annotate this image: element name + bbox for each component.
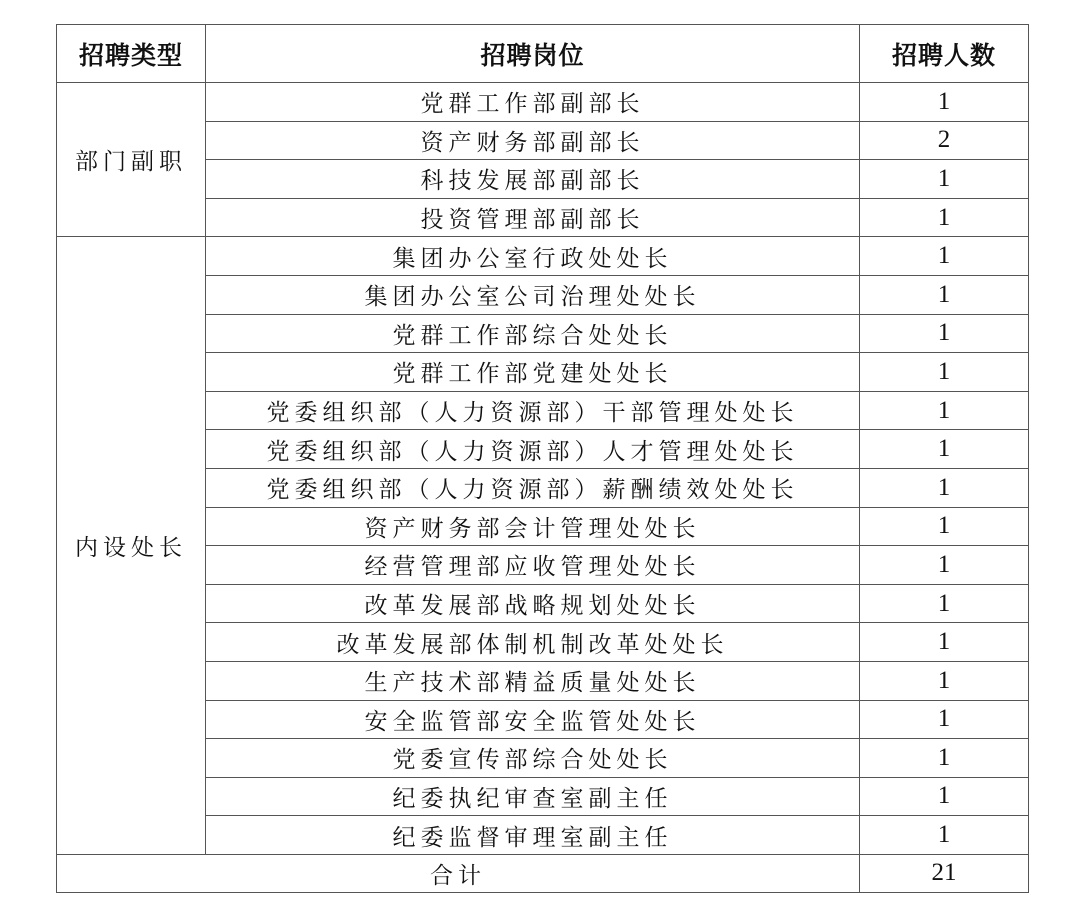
position-cell: 科技发展部副部长 xyxy=(206,160,860,199)
count-cell: 1 xyxy=(860,739,1029,778)
table-row xyxy=(57,237,1029,276)
position-cell: 党委组织部（人力资源部）薪酬绩效处处长 xyxy=(206,468,860,507)
count-cell: 1 xyxy=(860,816,1029,855)
total-count: 21 xyxy=(860,854,1029,892)
count-cell: 1 xyxy=(860,430,1029,469)
position-cell: 党委组织部（人力资源部）人才管理处处长 xyxy=(206,430,860,469)
count-cell: 1 xyxy=(860,584,1029,623)
position-cell: 改革发展部战略规划处处长 xyxy=(206,584,860,623)
header-recruit-type: 招聘类型 xyxy=(57,25,206,83)
count-cell: 1 xyxy=(860,546,1029,585)
count-cell: 1 xyxy=(860,391,1029,430)
count-cell: 1 xyxy=(860,275,1029,314)
position-cell: 党群工作部副部长 xyxy=(206,83,860,122)
position-cell: 生产技术部精益质量处处长 xyxy=(206,661,860,700)
count-cell: 1 xyxy=(860,623,1029,662)
position-cell: 集团办公室行政处处长 xyxy=(206,237,860,276)
position-cell: 党委组织部（人力资源部）干部管理处处长 xyxy=(206,391,860,430)
position-cell: 党群工作部综合处处长 xyxy=(206,314,860,353)
count-cell: 1 xyxy=(860,83,1029,122)
count-cell: 1 xyxy=(860,700,1029,739)
header-recruit-position: 招聘岗位 xyxy=(206,25,860,83)
recruit-type-cell: 部门副职 xyxy=(57,83,206,237)
count-cell: 1 xyxy=(860,353,1029,392)
header-recruit-count: 招聘人数 xyxy=(860,25,1029,83)
count-cell: 1 xyxy=(860,314,1029,353)
position-cell: 经营管理部应收管理处处长 xyxy=(206,546,860,585)
count-cell: 1 xyxy=(860,468,1029,507)
count-cell: 1 xyxy=(860,777,1029,816)
count-cell: 1 xyxy=(860,507,1029,546)
position-cell: 安全监管部安全监管处处长 xyxy=(206,700,860,739)
position-cell: 改革发展部体制机制改革处处长 xyxy=(206,623,860,662)
count-cell: 1 xyxy=(860,160,1029,199)
count-cell: 1 xyxy=(860,661,1029,700)
recruitment-table xyxy=(56,24,1029,893)
table-row xyxy=(57,83,1029,122)
total-label: 合计 xyxy=(57,854,860,892)
count-cell: 1 xyxy=(860,237,1029,276)
position-cell: 资产财务部会计管理处处长 xyxy=(206,507,860,546)
position-cell: 纪委执纪审查室副主任 xyxy=(206,777,860,816)
recruit-type-cell: 内设处长 xyxy=(57,237,206,855)
count-cell: 2 xyxy=(860,121,1029,160)
position-cell: 资产财务部副部长 xyxy=(206,121,860,160)
position-cell: 纪委监督审理室副主任 xyxy=(206,816,860,855)
position-cell: 投资管理部副部长 xyxy=(206,198,860,237)
table-header-row xyxy=(57,25,1029,83)
count-cell: 1 xyxy=(860,198,1029,237)
position-cell: 党群工作部党建处处长 xyxy=(206,353,860,392)
total-row xyxy=(57,854,1029,892)
position-cell: 党委宣传部综合处处长 xyxy=(206,739,860,778)
position-cell: 集团办公室公司治理处处长 xyxy=(206,275,860,314)
